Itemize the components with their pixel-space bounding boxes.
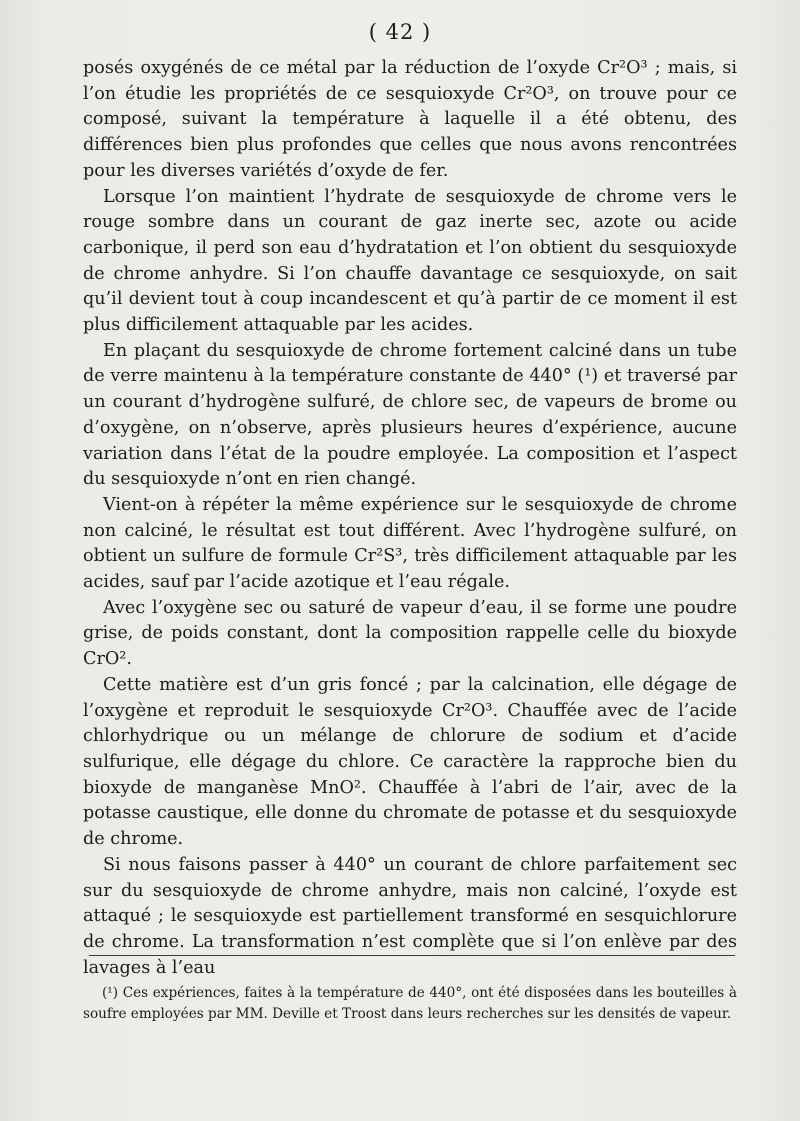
footnote-divider <box>89 955 735 956</box>
paragraph-continued: posés oxygénés de ce métal par la réduction de l’oxyde Cr²O³ ; mais, si l’on étudie les propriétés de ce sesquioxyde Cr²O³, on trouve pour ce composé, suivant la température à laquelle il a été obtenu, des différences bien plus profondes que celles que nous avons rencontrées pour les diverses variétés d’oxyde de fer. <box>83 58 737 181</box>
paragraph-non-calcined: Vient-on à répéter la même expérience sur le sesquioxyde de chrome non calciné, le résultat est tout différent. Avec l’hydrogène sulfuré, on obtient un sulfure de formule Cr²S³, très difficilement attaquable par les acides, sauf par l’acide azotique et l’eau régale. <box>83 494 737 593</box>
body-text <box>83 56 737 981</box>
paragraph-oxygen: Avec l’oxygène sec ou saturé de vapeur d’eau, il se forme une poudre grise, de poids constant, dont la composition rappelle celle du bioxyde CrO². <box>83 597 737 670</box>
page-number: ( 42 ) <box>368 20 432 44</box>
paragraph-grey-matter: Cette matière est d’un gris foncé ; par la calcination, elle dégage de l’oxygène et reproduit le sesquioxyde Cr²O³. Chauffée avec de l’acide chlorhydrique ou un mélange de chlorure de sodium et d’acide sulfurique, elle dégage du chlore. Ce caractère la rapproche bien du bioxyde de manganèse MnO². Chauffée à l’abri de l’air, avec de la potasse caustique, elle donne du chromate de potasse et du sesquioxyde de chrome. <box>83 674 737 850</box>
footnote: (¹) Ces expériences, faites à la température de 440°, ont été disposées dans les bouteilles à soufre employées par MM. Deville et Troost dans leurs recherches sur les densités de vapeur. <box>83 985 737 1022</box>
paragraph-hydrate: Lorsque l’on maintient l’hydrate de sesquioxyde de chrome vers le rouge sombre dans un courant de gaz inerte sec, azote ou acide carbonique, il perd son eau d’hydratation et l’on obtient du sesquioxyde de chrome anhydre. Si l’on chauffe davantage ce sesquioxyde, on sait qu’il devient tout à coup incandescent et qu’à partir de ce moment il est plus difficilement attaquable par les acides. <box>83 186 737 336</box>
paragraph-chlorine: Si nous faisons passer à 440° un courant de chlore parfaitement sec sur du sesquioxyde de chrome anhydre, mais non calciné, l’oxyde est attaqué ; le sesquioxyde est partiellement transformé en sesquichlorure de chrome. La transformation n’est complète que si l’on enlève par des lavages à l’eau <box>83 854 737 978</box>
paragraph-calcined-experiment: En plaçant du sesquioxyde de chrome fortement calciné dans un tube de verre maintenu à la température constante de 440° (¹) et traversé par un courant d’hydrogène sulfuré, de chlore sec, de vapeurs de brome ou d’oxygène, on n’observe, après plusieurs heures d’expérience, aucune variation dans l’état de la poudre employée. La composition et l’aspect du sesquioxyde n’ont en rien changé. <box>83 340 737 490</box>
